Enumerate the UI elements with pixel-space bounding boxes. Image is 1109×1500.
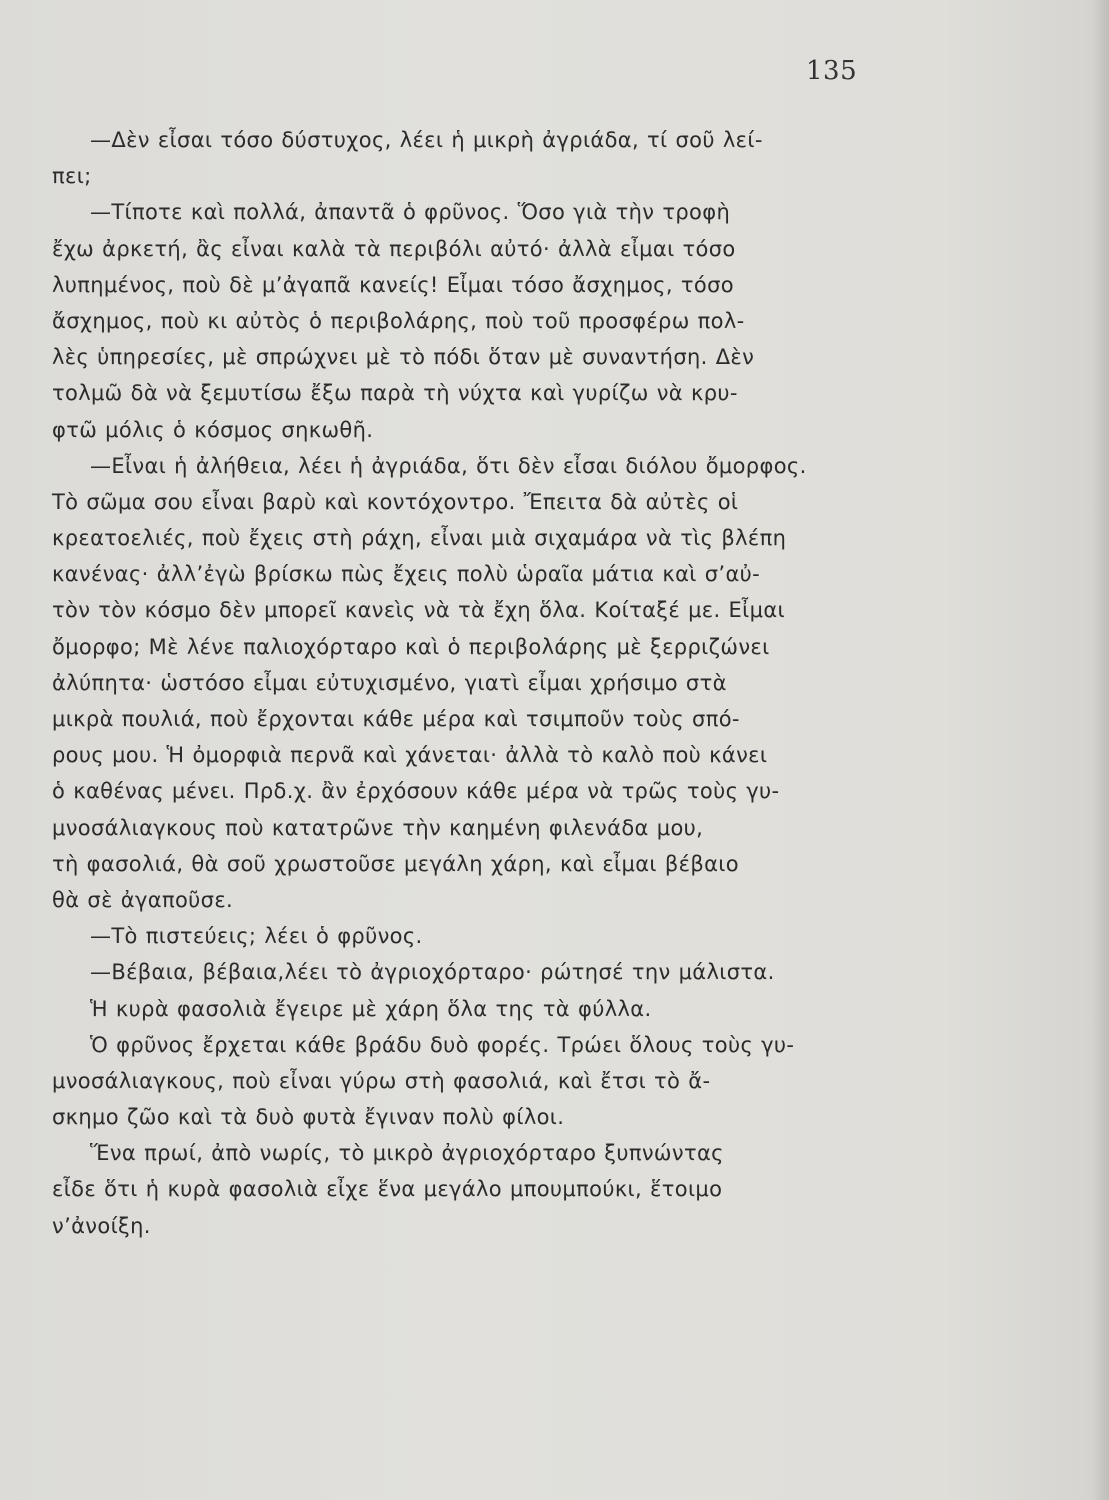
text-line: τὴ φασολιά, θὰ σοῦ χρωστοῦσε μεγάλη χάρη, καὶ εἶμαι βέβαιο	[52, 851, 739, 876]
text-line: πει;	[52, 164, 92, 189]
text-line: Ἡ κυρὰ φασολιὰ ἔγειρε μὲ χάρη ὅλα της τὰ φύλλα.	[90, 996, 652, 1021]
text-line: ἔχω ἀρκετή, ἂς εἶναι καλὰ τὰ περιβόλι αὐτό· ἀλλὰ εἶμαι τόσο	[52, 236, 736, 261]
text-line: Τὸ σῶμα σου εἶναι βαρὺ καὶ κοντόχοντρο. Ἔπειτα δὰ αὐτὲς οἱ	[52, 489, 739, 514]
text-line: —Τὸ πιστεύεις; λέει ὁ φρῦνος.	[90, 924, 423, 949]
text-line: μνοσάλιαγκους, ποὺ εἶναι γύρω στὴ φασολιά, καὶ ἔτσι τὸ ἄ-	[52, 1068, 711, 1093]
text-line: ρους μου. Ἡ ὀμορφιὰ περνᾶ καὶ χάνεται· ἀλλὰ τὸ καλὸ ποὺ κάνει	[52, 743, 768, 768]
text-line: φτῶ μόλις ὁ κόσμος σηκωθῆ.	[52, 417, 374, 442]
text-line: ὄμορφο; Μὲ λένε παλιοχόρταρο καὶ ὁ περιβολάρης μὲ ξερριζώνει	[52, 634, 770, 659]
text-line: Ἕνα πρωί, ἀπὸ νωρίς, τὸ μικρὸ ἀγριοχόρταρο ξυπνώντας	[90, 1141, 724, 1166]
text-line: —Εἶναι ἡ ἀλήθεια, λέει ἡ ἀγριάδα, ὅτι δὲν εἶσαι διόλου ὄμορφος.	[90, 453, 807, 478]
body-text	[52, 122, 882, 1244]
text-line: κρεατοελιές, ποὺ ἔχεις στὴ ράχη, εἶναι μιὰ σιχαμάρα νὰ τὶς βλέπη	[52, 526, 787, 551]
text-line: μνοσάλιαγκους ποὺ κατατρῶνε τὴν καημένη φιλενάδα μου,	[52, 815, 704, 840]
text-line: τὸν τὸν κόσμο δὲν μπορεῖ κανεὶς νὰ τὰ ἔχη ὅλα. Κοίταξέ με. Εἶμαι	[52, 598, 785, 623]
text-line: ν’ἀνοίξη.	[52, 1213, 151, 1238]
text-line: —Τίποτε καὶ πολλά, ἀπαντᾶ ὁ φρῦνος. Ὅσο γιὰ τὴν τροφὴ	[90, 200, 731, 225]
text-line: —Δὲν εἶσαι τόσο δύστυχος, λέει ἡ μικρὴ ἀγριάδα, τί σοῦ λεί-	[90, 128, 763, 152]
text-line: λὲς ὑπηρεσίες, μὲ σπρώχνει μὲ τὸ πόδι ὅταν μὲ συναντήση. Δὲν	[52, 345, 755, 370]
text-line: μικρὰ πουλιά, ποὺ ἔρχονται κάθε μέρα καὶ τσιμποῦν τοὺς σπό-	[52, 707, 740, 731]
text-line: θὰ σὲ ἀγαποῦσε.	[52, 887, 234, 912]
text-line: σκημο ζῶο καὶ τὰ δυὸ φυτὰ ἔγιναν πολὺ φίλοι.	[52, 1105, 565, 1130]
text-line: ὁ καθένας μένει. Πρδ.χ. ἂν ἐρχόσουν κάθε μέρα νὰ τρῶς τοὺς γυ-	[52, 779, 780, 804]
page-edge-shadow	[1091, 0, 1109, 1500]
text-line: Ὁ φρῦνος ἔρχεται κάθε βράδυ δυὸ φορές. Τρώει ὅλους τοὺς γυ-	[90, 1032, 795, 1057]
text-line: τολμῶ δὰ νὰ ξεμυτίσω ἔξω παρὰ τὴ νύχτα καὶ γυρίζω νὰ κρυ-	[52, 381, 738, 406]
text-line: κανένας· ἀλλ’ἐγὼ βρίσκω πὼς ἔχεις πολὺ ὡραῖα μάτια καὶ σ’αὐ-	[52, 562, 761, 587]
text-line: —Βέβαια, βέβαια,λέει τὸ ἀγριοχόρταρο· ρώτησέ την μάλιστα.	[90, 960, 775, 985]
text-line: λυπημένος, ποὺ δὲ μ’ἀγαπᾶ κανείς! Εἶμαι τόσο ἄσχημος, τόσο	[52, 272, 734, 297]
text-line: ἄσχημος, ποὺ κι αὐτὸς ὁ περιβολάρης, ποὺ τοῦ προσφέρω πολ-	[52, 308, 745, 333]
page-number: 135	[806, 56, 858, 86]
text-line: ἀλύπητα· ὡστόσο εἶμαι εὐτυχισμένο, γιατὶ εἶμαι χρήσιμο στὰ	[52, 670, 727, 695]
text-line: εἶδε ὅτι ἡ κυρὰ φασολιὰ εἶχε ἕνα μεγάλο μπουμπούκι, ἕτοιμο	[52, 1177, 723, 1202]
